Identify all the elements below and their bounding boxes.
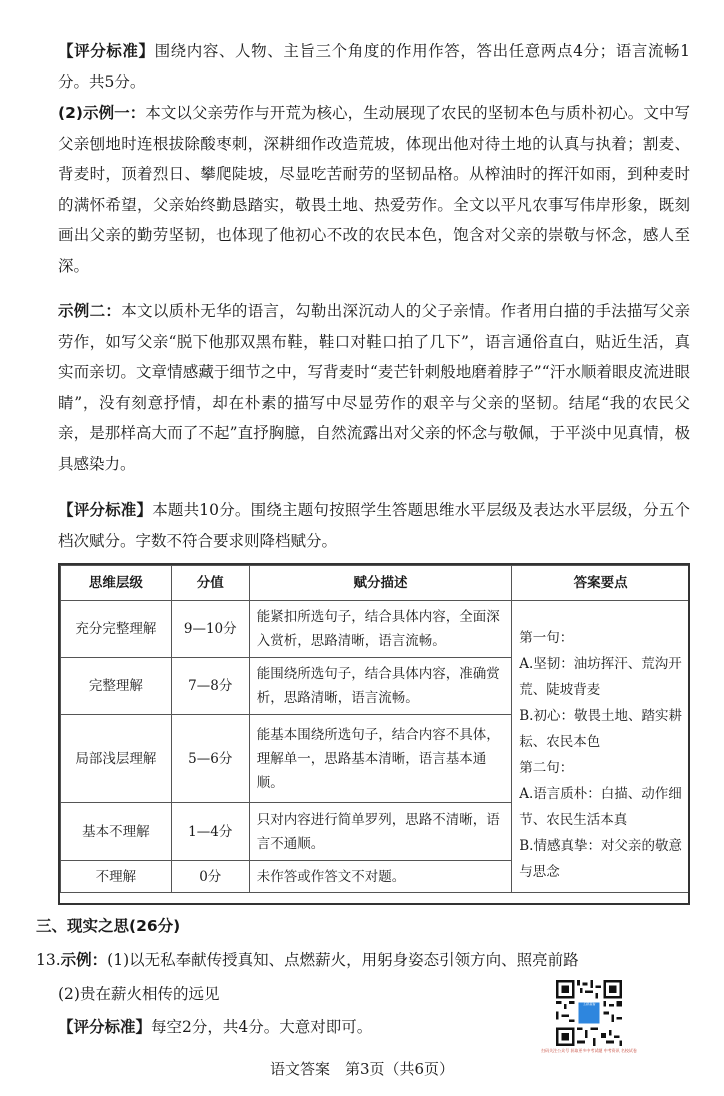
- header-key-points: 答案要点: [512, 566, 690, 601]
- q13-part1: (1)以无私奉献传授真知、点燃薪火，用躬身姿态引领方向、照亮前路: [107, 951, 579, 969]
- qr-caption: 扫码关注公众号 获取更多中考试题 中考资讯 名校试卷: [541, 1048, 637, 1053]
- row-description: 只对内容进行简单罗列，思路不清晰，语言不通顺。: [249, 803, 512, 861]
- table-header-row: [61, 566, 690, 601]
- row-score: 7—8分: [171, 658, 249, 715]
- row-description: 能紧扣所选句子，结合具体内容，全面深入赏析，思路清晰，语言流畅。: [249, 601, 512, 658]
- page-footer: 语文答案 第3页（共6页）: [269, 1060, 455, 1078]
- header-thinking-level: 思维层级: [61, 566, 172, 601]
- table-row: [61, 601, 690, 658]
- example-two-label: 示例二：: [58, 302, 122, 320]
- example-one: [58, 98, 690, 281]
- key-point: B.情感真挚：对父亲的敬意与思念: [519, 838, 682, 880]
- row-level: 局部浅层理解: [61, 715, 172, 803]
- scoring-text: 本题共10分。围绕主题句按照学生答题思维水平层级及表达水平层级，分五个档次赋分。字数不符合要求则降档赋分。: [58, 501, 690, 550]
- row-score: 1—4分: [171, 803, 249, 861]
- scoring-label: 【评分标准】: [58, 501, 153, 519]
- key-point: A.语言质朴：白描、动作细节、农民生活本真: [519, 786, 682, 828]
- scoring-standard-q13: [58, 1013, 372, 1041]
- row-score: 9—10分: [171, 601, 249, 658]
- row-score: 5—6分: [171, 715, 249, 803]
- row-score: 0分: [171, 861, 249, 893]
- scoring-standard-q12: [58, 495, 690, 556]
- row-description: 能围绕所选句子，结合具体内容，准确赏析，思路清晰，语言流畅。: [249, 658, 512, 715]
- key-point: 第二句：: [519, 760, 574, 776]
- q13-number: 13.: [36, 951, 61, 969]
- q13-part2: (2)贵在薪火相传的远见: [58, 985, 220, 1003]
- scoring-text: 每空2分，共4分。大意对即可。: [151, 1018, 373, 1036]
- row-level: 充分完整理解: [61, 601, 172, 658]
- key-point: B.初心：敬畏土地、踏实耕耘、农民本色: [519, 708, 682, 750]
- key-point: 第一句：: [519, 630, 574, 646]
- scoring-label: 【评分标准】: [58, 42, 155, 60]
- q13-example-label: 示例：: [60, 951, 108, 969]
- header-description: 赋分描述: [249, 566, 512, 601]
- row-level: 不理解: [61, 861, 172, 893]
- row-description: 能基本围绕所选句子，结合内容不具体，理解单一，思路基本清晰，语言基本通顺。: [249, 715, 512, 803]
- key-points-cell: [512, 601, 690, 893]
- row-description: 未作答或作答文不对题。: [249, 861, 512, 893]
- scoring-standard-q11: [58, 36, 690, 97]
- row-level: 基本不理解: [61, 803, 172, 861]
- example-two-text: 本文以质朴无华的语言，勾勒出深沉动人的父子亲情。作者用白描的手法描写父亲劳作，如写父亲“脱下他那双黑布鞋，鞋口对鞋口拍了几下”，语言通俗直白，贴近生活，真实而亲切。文章情感藏于细节之中，写背麦时“麦芒针刺般地磨着脖子”“汗水顺着眼皮流进眼睛”，没有刻意抒情，却在朴素的描写中尽显劳作的艰辛与父亲的坚韧。结尾“我的农民父亲，是那样高大而了不起”直抒胸臆，自然流露出对父亲的怀念与敬佩，于平淡中见真情，极具感染力。: [58, 302, 690, 473]
- example-one-text: 本文以父亲劳作与开荒为核心，生动展现了农民的坚韧本色与质朴初心。文中写父亲刨地时连根拔除酸枣刺，深耕细作改造荒坡，体现出他对待土地的认真与执着；割麦、背麦时，顶着烈日、攀爬陡坡，尽显吃苦耐劳的坚韧品格。从榨油时的挥汗如雨，到种麦时的满怀希望，父亲始终勤恳踏实，敬畏土地、热爱劳作。全文以平凡农事写伟岸形象，既刻画出父亲的勤劳坚韧，也体现了他初心不改的农民本色，饱含对父亲的崇敬与怀念，感人至深。: [58, 104, 690, 275]
- row-level: 完整理解: [61, 658, 172, 715]
- qr-code-icon[interactable]: [551, 980, 627, 1046]
- example-one-label: (2)示例一：: [58, 104, 146, 122]
- header-score: 分值: [171, 566, 249, 601]
- scoring-text: 围绕内容、人物、主旨三个角度的作用作答，答出任意两点4分；语言流畅1分。共5分。: [58, 42, 690, 91]
- example-two: [58, 296, 690, 479]
- scoring-rubric-table: [60, 565, 690, 893]
- section-three-title: 三、现实之思(26分): [36, 917, 181, 935]
- qr-badge: 扫码查看: [583, 1002, 596, 1006]
- scoring-label: 【评分标准】: [58, 1018, 152, 1036]
- q13-answer: [36, 946, 579, 974]
- key-point: A.坚韧：油坊挥汗、荒沟开荒、陡坡背麦: [519, 656, 682, 698]
